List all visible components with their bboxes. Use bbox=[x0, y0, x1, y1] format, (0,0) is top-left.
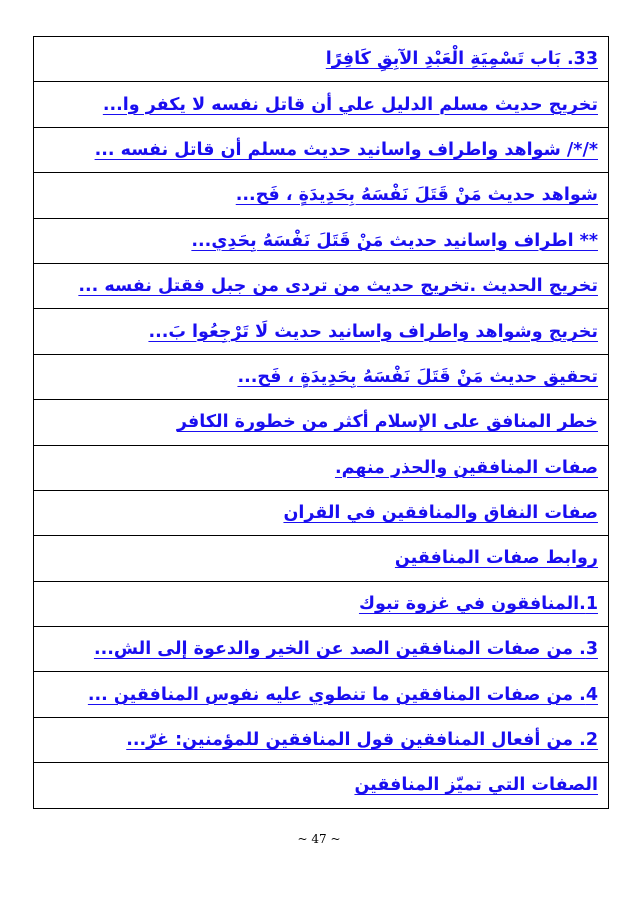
toc-cell bbox=[34, 173, 609, 218]
toc-link[interactable]: 3. من صفات المنافقين الصد عن الخير والدعوة إلى الش... bbox=[93, 639, 598, 660]
toc-cell bbox=[34, 672, 609, 717]
toc-cell bbox=[34, 82, 609, 127]
toc-row bbox=[34, 490, 609, 535]
toc-cell bbox=[34, 127, 609, 172]
toc-cell bbox=[34, 627, 609, 672]
toc-link[interactable]: 1.المنافقون في غزوة تبوك bbox=[358, 593, 598, 614]
toc-link[interactable]: تخريج الحديث .تخريج حديث من تردى من جبل فقتل نفسه ... bbox=[78, 276, 598, 297]
toc-row bbox=[34, 309, 609, 354]
toc-cell bbox=[34, 309, 609, 354]
toc-link[interactable]: صفات النفاق والمنافقين في القران bbox=[283, 503, 598, 524]
toc-cell bbox=[34, 717, 609, 762]
toc-cell bbox=[34, 263, 609, 308]
toc-cell bbox=[34, 490, 609, 535]
toc-cell bbox=[34, 763, 609, 808]
toc-link[interactable]: 2. من أفعال المنافقين قول المنافقين للمؤمنين: غرّ... bbox=[126, 730, 598, 751]
toc-link[interactable]: تحقيق حديث مَنْ قَتَلَ نَفْسَهُ بِحَدِيدَةٍ ، فَح... bbox=[237, 366, 598, 387]
toc-link[interactable]: الصفات التي تميّز المنافقين bbox=[354, 775, 598, 796]
toc-row bbox=[34, 263, 609, 308]
toc-link[interactable]: ** اطراف واسانيد حديث مَنْ قَتَلَ نَفْسَهُ بِحَدِي... bbox=[191, 230, 598, 251]
toc-row bbox=[34, 218, 609, 263]
toc-cell bbox=[34, 400, 609, 445]
toc-link[interactable]: شواهد حديث مَنْ قَتَلَ نَفْسَهُ بِحَدِيدَةٍ ، فَح... bbox=[235, 185, 598, 206]
toc-row bbox=[34, 173, 609, 218]
toc-cell bbox=[34, 581, 609, 626]
toc-row bbox=[34, 763, 609, 808]
toc-row bbox=[34, 717, 609, 762]
toc-table bbox=[33, 36, 609, 809]
toc-row bbox=[34, 82, 609, 127]
toc-row bbox=[34, 37, 609, 82]
toc-link[interactable]: روابط صفات المنافقين bbox=[394, 548, 598, 569]
toc-link[interactable]: تخريج حديث مسلم الدليل علي أن قاتل نفسه لا يكفر وا... bbox=[102, 94, 598, 115]
toc-row bbox=[34, 445, 609, 490]
toc-row bbox=[34, 127, 609, 172]
toc-cell bbox=[34, 218, 609, 263]
toc-link[interactable]: تخريج وشواهد واطراف واسانيد حديث لَا تَرْجِعُوا بَ... bbox=[148, 321, 598, 342]
toc-link[interactable]: صفات المنافقين والحذر منهم. bbox=[334, 457, 598, 478]
toc-row bbox=[34, 581, 609, 626]
toc-link[interactable]: 4. من صفات المنافقين ما تنطوي عليه نفوس المنافقين ... bbox=[87, 684, 598, 705]
toc-row bbox=[34, 627, 609, 672]
toc-row bbox=[34, 672, 609, 717]
toc-row bbox=[34, 400, 609, 445]
toc-row bbox=[34, 536, 609, 581]
toc-cell bbox=[34, 445, 609, 490]
toc-link[interactable]: 33. بَاب تَسْمِيَةِ الْعَبْدِ الآبِقِ كَافِرًا bbox=[325, 49, 598, 70]
toc-row bbox=[34, 354, 609, 399]
toc-cell bbox=[34, 37, 609, 82]
toc-cell bbox=[34, 536, 609, 581]
toc-link[interactable]: */*/ شواهد واطراف واسانيد حديث مسلم أن قاتل نفسه ... bbox=[94, 139, 598, 160]
page-number: ~ 47 ~ bbox=[297, 832, 341, 846]
toc-link[interactable]: خطر المنافق على الإسلام أكثر من خطورة الكافر bbox=[176, 412, 598, 433]
toc-cell bbox=[34, 354, 609, 399]
